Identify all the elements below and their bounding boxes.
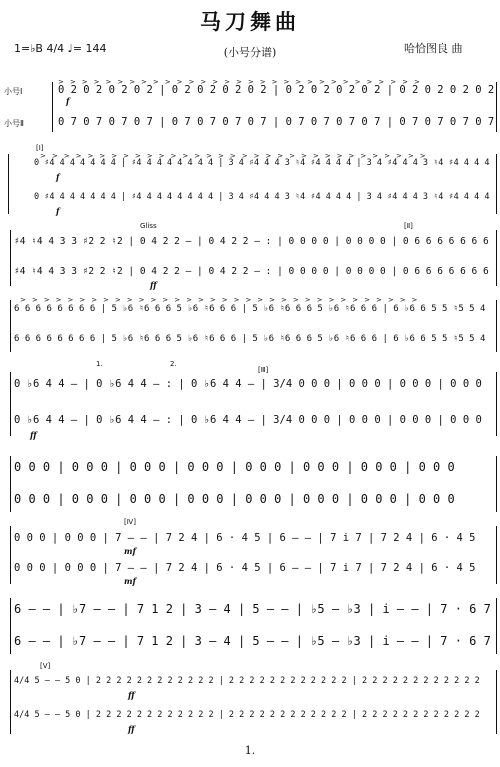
notes-bottom: 0 ♯4 4 4 4 4 4 4 | ♯4 4 4 4 4 4 4 4 | 3 4 ♯4 4 4 3 ♮4 ♯4 4 4 4 | 3 4 ♯4 4 4 3 ♮4 ♯4 4 4 4 <box>34 192 490 202</box>
notes-top: 0 ♭6 4 4 — | 0 ♭6 4 4 — : | 0 ♭6 4 4 — | 3/4 0 0 0 | 0 0 0 | 0 0 0 | 0 0 0 <box>14 378 482 390</box>
volta-1: 1. <box>96 360 103 368</box>
system-4 <box>0 296 500 356</box>
notes-bottom: 0 0 0 | 0 0 0 | 7 — — | 7 2 4 | 6 · 4 5 | 6 — — | 7 i 7 | 7 2 4 | 6 · 4 5 <box>14 562 476 574</box>
accent-row: >>>>>>>>>>>>>>>>>>>>>>>>>>>>>>>>> <box>40 152 432 160</box>
notes-bottom: 6 6 6 6 6 6 6 6 | 5 ♭6 ♮6 6 6 5 ♭6 ♮6 6 6 | 5 ♭6 ♮6 6 6 5 ♭6 ♮6 6 6 | 6 ♭6 6 5 5 ♮5 5 4 <box>14 334 486 344</box>
dynamic-mark: ff <box>128 690 135 700</box>
key-signature: 1=♭B 4/4 ♩= 144 <box>14 42 107 55</box>
part-label-1: 小号Ⅰ <box>4 87 23 96</box>
dynamic-mark: ff <box>128 724 135 734</box>
notes-top: 0 2 0 2 0 2 0 2 | 0 2 0 2 0 2 0 2 | 0 2 0 2 0 2 0 2 | 0 2 0 2 0 2 0 2 <box>58 84 495 96</box>
barline <box>10 670 11 734</box>
dynamic-mark: ff <box>150 280 157 290</box>
system-3 <box>0 222 500 288</box>
notes-bottom: 6 — — | ♭7 — — | 7 1 2 | 3 — 4 | 5 — — | ♭5 — ♭3 | i — — | 7 · 6 7 <box>14 634 491 648</box>
rehearsal-mark: [Ⅳ] <box>124 518 136 526</box>
barline <box>496 670 497 734</box>
notes-top: 4/4 5 — — 5 0 | 2 2 2 2 2 2 2 2 2 2 2 2 | 2 2 2 2 2 2 2 2 2 2 2 2 | 2 2 2 2 2 2 2 2 2 2 2 2 <box>14 676 480 686</box>
barline <box>496 230 497 286</box>
subtitle: (小号分谱) <box>223 46 277 59</box>
notes-bottom: 0 0 0 | 0 0 0 | 0 0 0 | 0 0 0 | 0 0 0 | 0 0 0 | 0 0 0 | 0 0 0 <box>14 492 455 506</box>
notes-top: 0 ♯4 4 4 4 4 4 4 | ♯4 4 4 4 4 4 4 4 | 3 4 ♯4 4 4 3 ♮4 ♯4 4 4 4 | 3 4 ♯4 4 4 3 ♮4 ♯4 4 4 4 <box>34 158 490 168</box>
system-5 <box>0 362 500 442</box>
notes-top: 0 0 0 | 0 0 0 | 7 — — | 7 2 4 | 6 · 4 5 | 6 — — | 7 i 7 | 7 2 4 | 6 · 4 5 <box>14 532 476 544</box>
part-label-2: 小号Ⅱ <box>4 119 24 128</box>
system-1 <box>0 78 500 138</box>
barline <box>52 82 53 132</box>
barline <box>496 154 497 214</box>
barline <box>10 230 11 286</box>
barline <box>496 82 497 132</box>
rehearsal-mark: [Ⅴ] <box>40 662 51 670</box>
composer: 哈恰图良 曲 <box>404 42 463 55</box>
barline <box>496 300 497 352</box>
rehearsal-mark: [Ⅲ] <box>258 366 269 374</box>
barline <box>10 598 11 654</box>
barline <box>10 300 11 352</box>
barline <box>496 598 497 654</box>
notes-top: 6 6 6 6 6 6 6 6 | 5 ♭6 ♮6 6 6 5 ♭6 ♮6 6 6 | 5 ♭6 ♮6 6 6 5 ♭6 ♮6 6 6 | 6 ♭6 6 5 5 ♮5 5 4 <box>14 304 486 314</box>
system-2 <box>0 144 500 218</box>
system-7 <box>0 518 500 588</box>
rehearsal-mark: [Ⅰ] <box>36 144 44 152</box>
dynamic-mark: mf <box>124 546 136 556</box>
notes-top: 0 0 0 | 0 0 0 | 0 0 0 | 0 0 0 | 0 0 0 | 0 0 0 | 0 0 0 | 0 0 0 <box>14 460 455 474</box>
page-title: 马刀舞曲 <box>200 9 300 34</box>
notes-top: ♯4 ♮4 4 3 3 ♯2 2 ♮2 | 0 4 2 2 — | 0 4 2 2 — : | 0 0 0 0 | 0 0 0 0 | 0 6 6 6 6 6 6 6 <box>14 236 489 247</box>
dynamic-mark: f <box>56 172 60 182</box>
gliss-label: Gliss <box>140 222 157 230</box>
page-number: 1. <box>244 744 256 757</box>
notes-bottom: 0 ♭6 4 4 — | 0 ♭6 4 4 — : | 0 ♭6 4 4 — | 3/4 0 0 0 | 0 0 0 | 0 0 0 | 0 0 0 <box>14 414 482 426</box>
barline <box>10 372 11 436</box>
notes-top: 6 — — | ♭7 — — | 7 1 2 | 3 — 4 | 5 — — | ♭5 — ♭3 | i — — | 7 · 6 7 <box>14 602 491 616</box>
dynamic-mark: mf <box>124 576 136 586</box>
dynamic-mark: f <box>56 206 60 216</box>
accent-row: >>>>>>>>>>>>>>>>>>>>>>>>>>>>>>> <box>58 78 426 86</box>
barline <box>496 372 497 436</box>
dynamic-mark: ff <box>30 430 37 440</box>
volta-2: 2. <box>170 360 177 368</box>
system-9 <box>0 662 500 740</box>
barline <box>8 154 9 214</box>
notes-bottom: ♯4 ♮4 4 3 3 ♯2 2 ♮2 | 0 4 2 2 — | 0 4 2 2 — : | 0 0 0 0 | 0 0 0 0 | 0 6 6 6 6 6 6 6 <box>14 266 489 277</box>
barline <box>10 456 11 512</box>
barline <box>496 526 497 584</box>
notes-bottom: 4/4 5 — — 5 0 | 2 2 2 2 2 2 2 2 2 2 2 2 | 2 2 2 2 2 2 2 2 2 2 2 2 | 2 2 2 2 2 2 2 2 2 2 2 2 <box>14 710 480 720</box>
system-6 <box>0 452 500 516</box>
barline <box>10 526 11 584</box>
barline <box>496 456 497 512</box>
system-8 <box>0 594 500 658</box>
rehearsal-mark: [Ⅱ] <box>404 222 413 230</box>
dynamic-mark: f <box>66 96 70 106</box>
accent-row: >>>>>>>>>>>>>>>>>>>>>>>>>>>>>>>>>> <box>20 296 424 304</box>
notes-bottom: 0 7 0 7 0 7 0 7 | 0 7 0 7 0 7 0 7 | 0 7 0 7 0 7 0 7 | 0 7 0 7 0 7 0 7 <box>58 116 495 128</box>
